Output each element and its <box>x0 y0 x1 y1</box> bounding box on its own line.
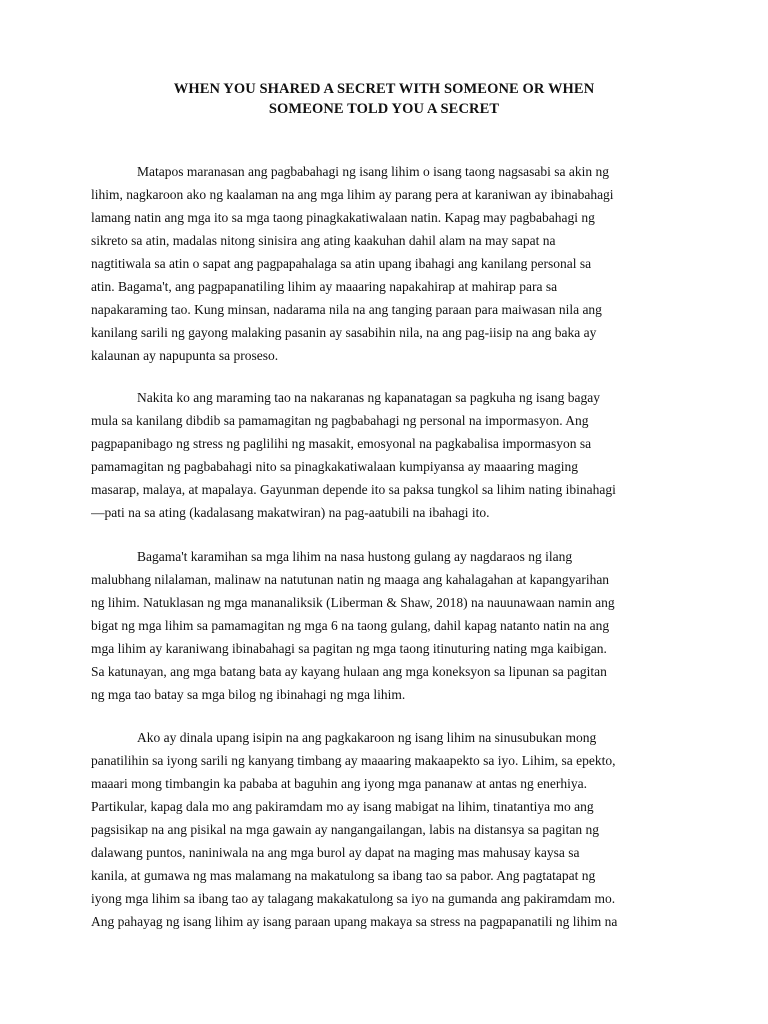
paragraph-line: sikreto sa atin, madalas nitong sinisira ang ating kaakuhan dahil alam na may sapat na <box>91 233 556 248</box>
paragraph-line: panatilihin sa iyong sarili ng kanyang timbang ay maaaring makaapekto sa iyo. Lihim, sa epekto, <box>91 753 616 768</box>
paragraph-line: Matapos maranasan ang pagbabahagi ng isang lihim o isang taong nagsasabi sa akin ng <box>137 164 610 179</box>
paragraph-line: napakaraming tao. Kung minsan, nadarama nila na ang tanging paraan para maiwasan nila ang <box>91 302 602 317</box>
paragraph-line: Nakita ko ang maraming tao na nakaranas ng kapanatagan sa pagkuha ng isang bagay <box>137 390 600 405</box>
paragraph-line: lihim, nagkaroon ako ng kaalaman na ang mga lihim ay parang pera at karaniwan ay ibinabahagi <box>91 187 614 202</box>
paragraph-line: dalawang puntos, naniniwala na ang mga burol ay dapat na maging mas mahusay kaysa sa <box>91 845 580 860</box>
paragraph-line: —pati na sa ating (kadalasang makatwiran) na pag-aatubili na ibahagi ito. <box>91 505 490 520</box>
paragraph-line: iyong mga lihim sa ibang tao ay talagang makakatulong sa iyo na gumanda ang pakiramdam mo. <box>91 891 616 906</box>
paragraph-line: kanila, at gumawa ng mas malamang na makatulong sa ibang tao sa pabor. Ang pagtatapat ng <box>91 868 596 883</box>
paragraph-line: mula sa kanilang dibdib sa pamamagitan ng pagbabahagi ng personal na impormasyon. Ang <box>91 413 589 428</box>
paragraph-line: kanilang sarili ng gayong malaking pasanin ay sasabihin nila, na ang pag-iisip na ang baka ay <box>91 325 597 340</box>
paragraph-line: kalaunan ay napupunta sa proseso. <box>91 348 279 363</box>
paragraph-line: Ang pahayag ng isang lihim ay isang paraan upang makaya sa stress na pagpapanatili ng lihim na <box>91 914 618 929</box>
paragraph-line: maaari mong timbangin ka pababa at baguhin ang iyong mga pananaw at antas ng enerhiya. <box>91 776 587 791</box>
paragraph-line: Bagama't karamihan sa mga lihim na nasa hustong gulang ay nagdaraos ng ilang <box>137 549 573 564</box>
paragraph-line: Ako ay dinala upang isipin na ang pagkakaroon ng isang lihim na sinusubukan mong <box>137 730 597 745</box>
paragraph-line: pagpapanibago ng stress ng paglilihi ng masakit, emosyonal na pagkabalisa impormasyon sa <box>91 436 592 451</box>
paragraph-line: ng lihim. Natuklasan ng mga mananaliksik (Liberman & Shaw, 2018) na nauunawaan namin ang <box>91 595 615 610</box>
paragraph-line: Sa katunayan, ang mga batang bata ay kayang hulaan ang mga koneksyon sa lipunan sa pagitan <box>91 664 607 679</box>
paragraph-line: mga lihim ay karaniwang ibinabahagi sa pagitan ng mga taong itinuturing nating mga kaibigan. <box>91 641 607 656</box>
paragraph-line: lamang natin ang mga ito sa mga taong pinagkakatiwalaan natin. Kapag may pagbabahagi ng <box>91 210 595 225</box>
paragraph-line: pagsisikap na ang pisikal na mga gawain ay nangangailangan, labis na distansya sa pagitan ng <box>91 822 599 837</box>
document-title-line-2: SOMEONE TOLD YOU A SECRET <box>268 101 500 117</box>
paragraph-line: bigat ng mga lihim sa pamamagitan ng mga 6 na taong gulang, dahil kapag natanto natin na ang <box>91 618 610 633</box>
paragraph-line: pamamagitan ng pagbabahagi nito sa pinagkakatiwalaan kumpiyansa ay maaaring maging <box>91 459 578 474</box>
paragraph-line: nagtitiwala sa atin o sapat ang pagpapahalaga sa atin upang ibahagi ang kanilang personal sa <box>91 256 592 271</box>
paragraph-line: masarap, malaya, at mapalaya. Gayunman depende ito sa paksa tungkol sa lihim nating ibinahagi <box>91 482 616 497</box>
paragraph-line: Partikular, kapag dala mo ang pakiramdam mo ay isang mabigat na lihim, tinatantiya mo ang <box>91 799 594 814</box>
paragraph-line: atin. Bagama't, ang pagpapanatiling lihim ay maaaring napakahirap at mahirap para sa <box>91 279 558 294</box>
paragraph-line: ng mga tao batay sa mga bilog ng ibinahagi ng mga lihim. <box>91 687 406 702</box>
document-title-line-1: WHEN YOU SHARED A SECRET WITH SOMEONE OR WHEN <box>173 81 595 97</box>
paragraph-line: malubhang nilalaman, malinaw na natutunan natin ng maaga ang kahalagahan at kapangyarihan <box>91 572 610 587</box>
